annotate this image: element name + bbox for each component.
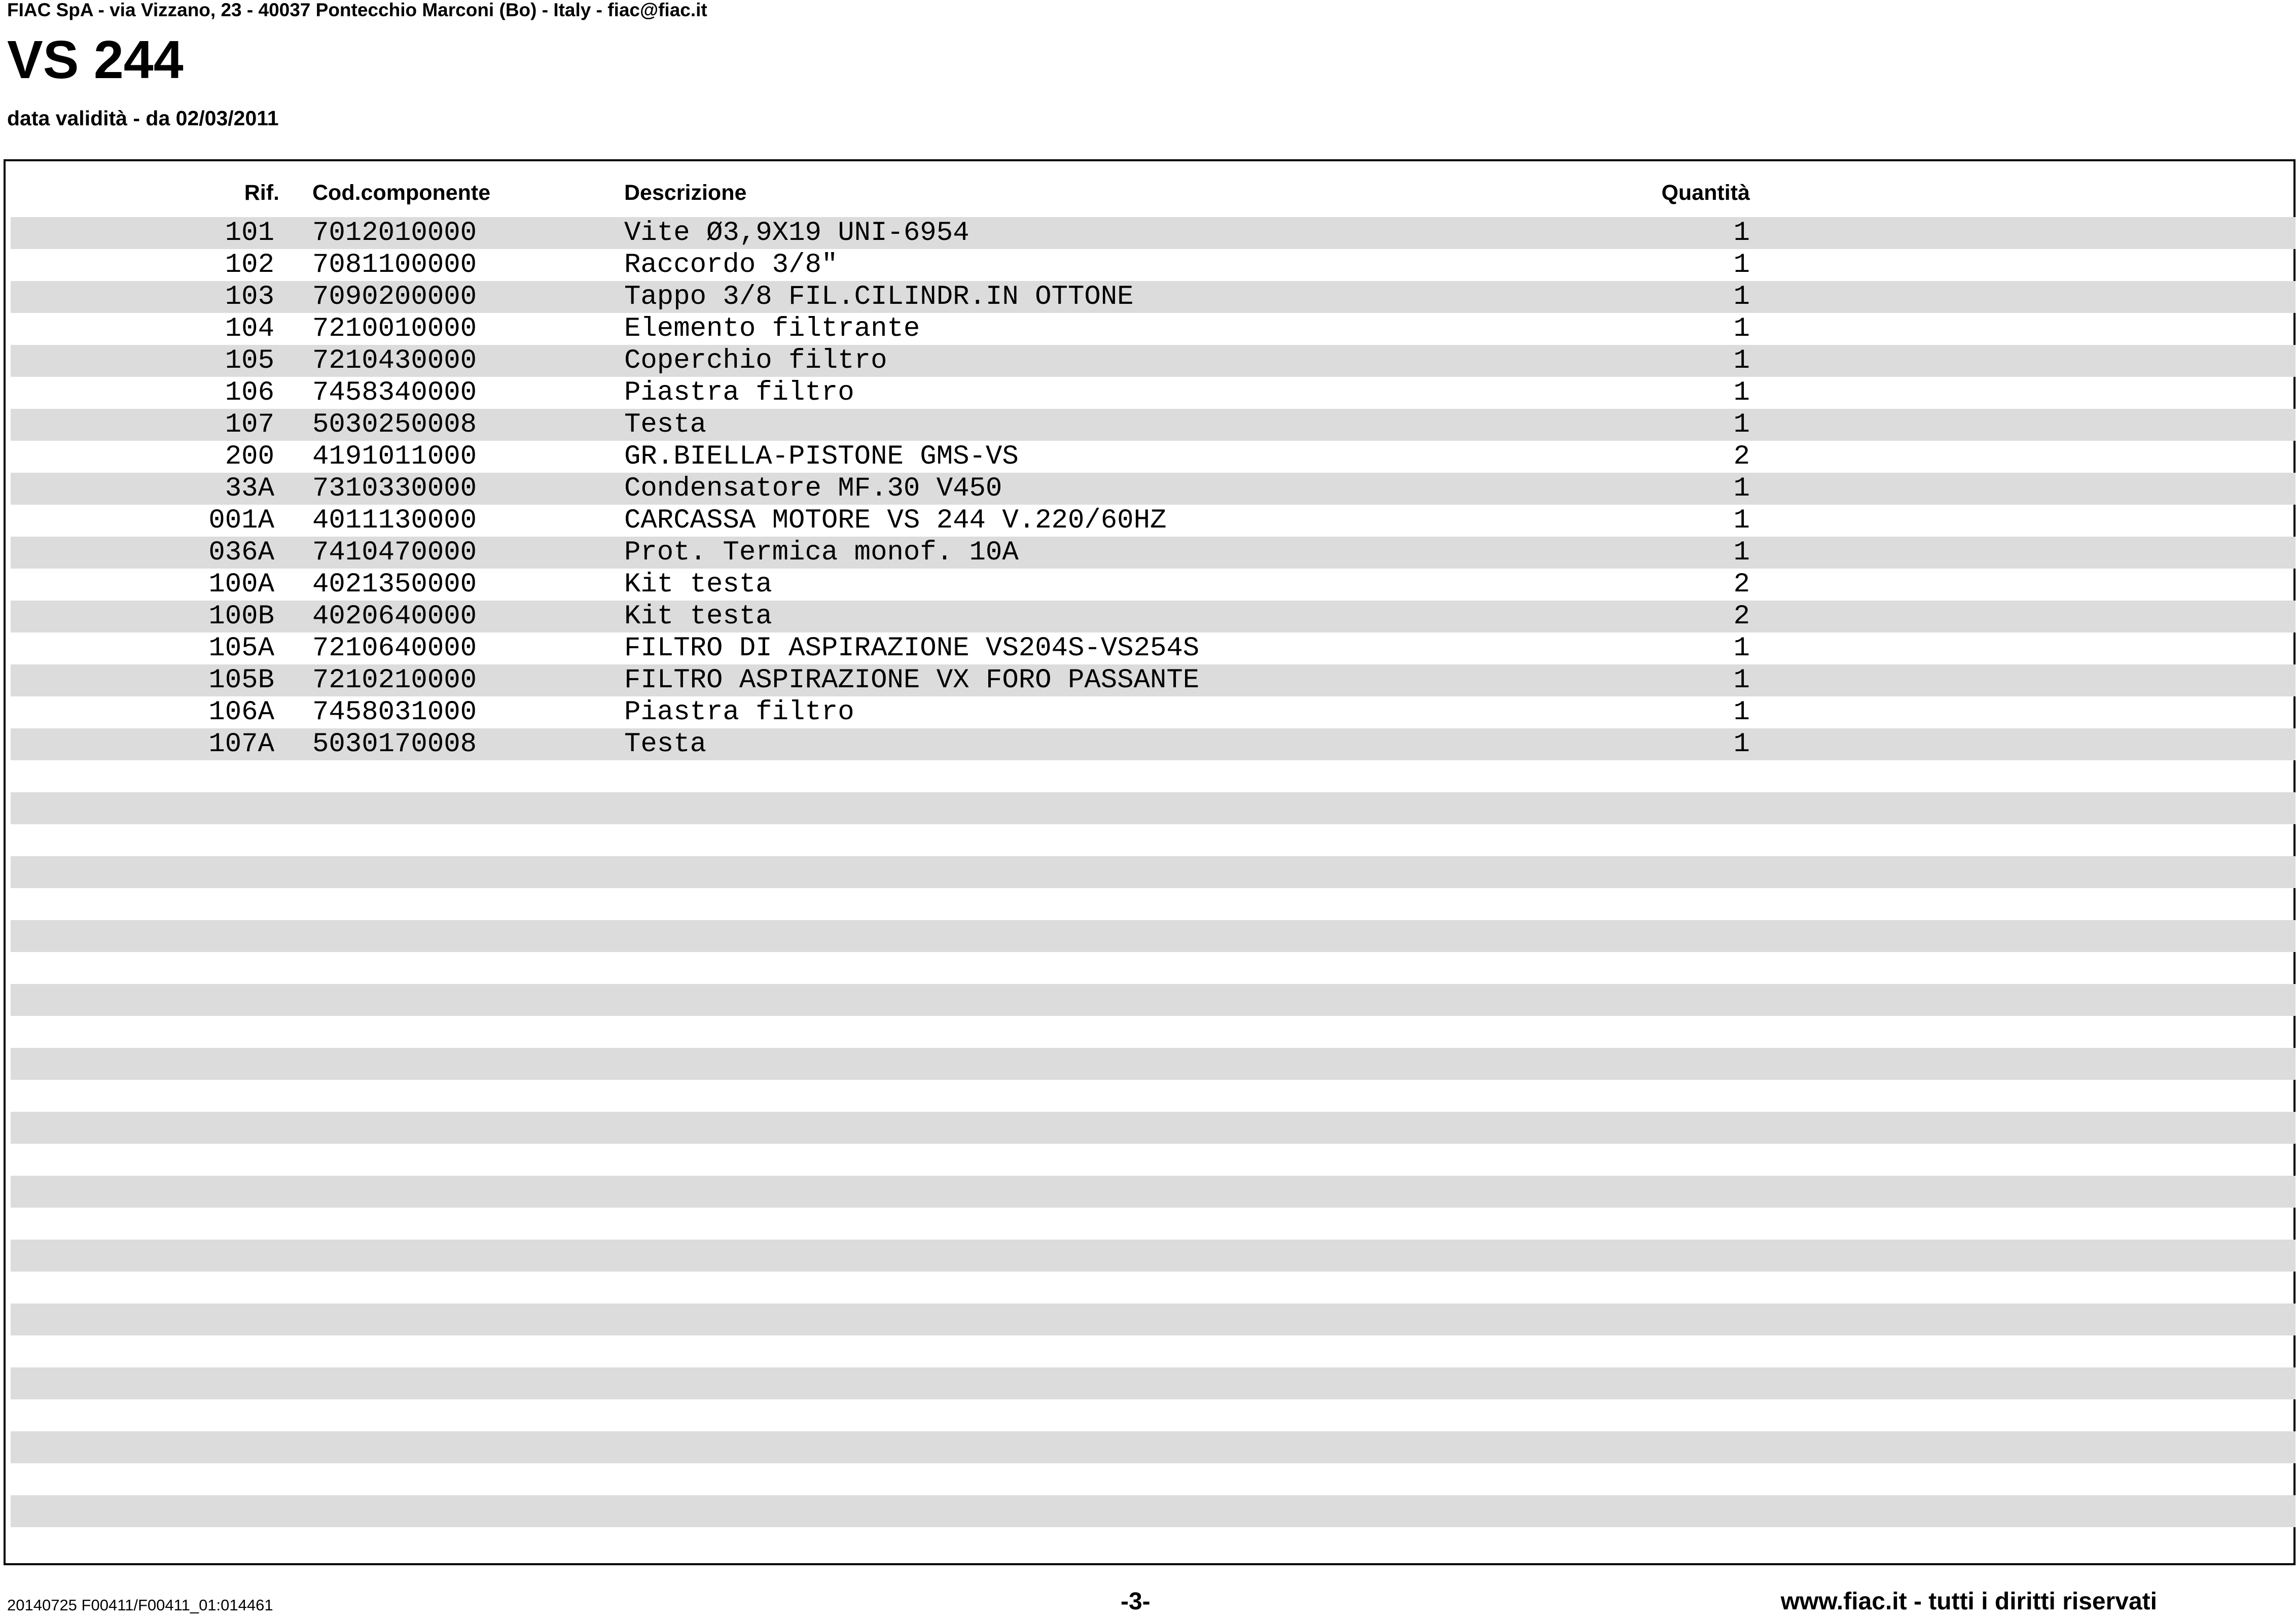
cell-cod: 7458031000	[312, 697, 477, 728]
cell-rif: 100A	[208, 569, 274, 600]
page-number: -3-	[1121, 1588, 1151, 1615]
table-row	[11, 409, 2295, 441]
table-row	[11, 249, 2295, 281]
cell-desc: FILTRO ASPIRAZIONE VX FORO PASSANTE	[624, 665, 1200, 696]
empty-table-row	[11, 952, 2295, 984]
table-row	[11, 632, 2295, 664]
cell-desc: Testa	[624, 409, 707, 440]
cell-desc: FILTRO DI ASPIRAZIONE VS204S-VS254S	[624, 633, 1200, 664]
empty-table-row	[11, 1431, 2295, 1463]
cell-qty: 2	[1733, 601, 1750, 632]
empty-table-row	[11, 1527, 2295, 1559]
cell-qty: 2	[1733, 569, 1750, 600]
empty-table-row	[11, 1240, 2295, 1272]
cell-cod: 7458340000	[312, 377, 477, 408]
cell-qty: 1	[1733, 281, 1750, 312]
cell-qty: 2	[1733, 441, 1750, 472]
cell-desc: Testa	[624, 729, 707, 760]
empty-table-row	[11, 1048, 2295, 1080]
table-row	[11, 696, 2295, 728]
table-row	[11, 473, 2295, 505]
cell-rif: 33A	[225, 473, 274, 504]
empty-table-row	[11, 1080, 2295, 1112]
empty-table-row	[11, 824, 2295, 856]
cell-qty: 1	[1733, 377, 1750, 408]
empty-table-row	[11, 856, 2295, 888]
empty-table-row	[11, 1272, 2295, 1304]
column-header-desc: Descrizione	[624, 181, 747, 205]
cell-cod: 7210210000	[312, 665, 477, 696]
website-copyright: www.fiac.it - tutti i diritti riservati	[1780, 1588, 2157, 1615]
cell-desc: Raccordo 3/8"	[624, 250, 838, 280]
cell-cod: 4021350000	[312, 569, 477, 600]
empty-table-row	[11, 1016, 2295, 1048]
cell-rif: 200	[225, 441, 274, 472]
column-header-cod: Cod.componente	[312, 181, 491, 205]
parts-table	[4, 159, 2295, 1565]
cell-cod: 7310330000	[312, 473, 477, 504]
cell-desc: Vite Ø3,9X19 UNI-6954	[624, 218, 970, 249]
cell-qty: 1	[1733, 537, 1750, 568]
cell-cod: 4191011000	[312, 441, 477, 472]
empty-table-row	[11, 792, 2295, 824]
table-row	[11, 377, 2295, 409]
cell-cod: 7210010000	[312, 313, 477, 344]
document-code: 20140725 F00411/F00411_01:014461	[7, 1596, 273, 1614]
column-header-rif: Rif.	[244, 181, 279, 205]
cell-cod: 5030250008	[312, 409, 477, 440]
cell-qty: 1	[1733, 633, 1750, 664]
cell-cod: 7410470000	[312, 537, 477, 568]
cell-qty: 1	[1733, 505, 1750, 536]
empty-table-row	[11, 1144, 2295, 1176]
table-row	[11, 505, 2295, 537]
page-title: VS 244	[7, 30, 184, 90]
cell-rif: 105A	[208, 633, 274, 664]
cell-rif: 102	[225, 250, 274, 280]
empty-table-row	[11, 984, 2295, 1016]
cell-desc: GR.BIELLA-PISTONE GMS-VS	[624, 441, 1019, 472]
table-row	[11, 217, 2295, 249]
cell-cod: 7210430000	[312, 345, 477, 376]
cell-cod: 4011130000	[312, 505, 477, 536]
table-body	[11, 217, 2295, 1559]
cell-qty: 1	[1733, 473, 1750, 504]
cell-cod: 7081100000	[312, 250, 477, 280]
empty-table-row	[11, 1463, 2295, 1495]
cell-qty: 1	[1733, 729, 1750, 760]
empty-table-row	[11, 1495, 2295, 1527]
table-row	[11, 441, 2295, 473]
cell-qty: 1	[1733, 250, 1750, 280]
cell-qty: 1	[1733, 218, 1750, 249]
column-header-qty: Quantità	[1661, 181, 1750, 205]
table-row	[11, 537, 2295, 569]
cell-rif: 105B	[208, 665, 274, 696]
empty-table-row	[11, 920, 2295, 952]
cell-rif: 106A	[208, 697, 274, 728]
cell-cod: 5030170008	[312, 729, 477, 760]
cell-desc: Elemento filtrante	[624, 313, 920, 344]
cell-rif: 100B	[208, 601, 274, 632]
table-row	[11, 313, 2295, 345]
cell-desc: Tappo 3/8 FIL.CILINDR.IN OTTONE	[624, 281, 1134, 312]
cell-rif: 103	[225, 281, 274, 312]
cell-cod: 4020640000	[312, 601, 477, 632]
company-info: FIAC SpA - via Vizzano, 23 - 40037 Pontecchio Marconi (Bo) - Italy - fiac@fiac.it	[7, 0, 707, 20]
cell-desc: Prot. Termica monof. 10A	[624, 537, 1019, 568]
table-row	[11, 601, 2295, 632]
cell-rif: 107	[225, 409, 274, 440]
empty-table-row	[11, 1208, 2295, 1240]
cell-rif: 001A	[208, 505, 274, 536]
empty-table-row	[11, 1367, 2295, 1399]
cell-desc: Piastra filtro	[624, 377, 854, 408]
table-row	[11, 281, 2295, 313]
empty-table-row	[11, 1335, 2295, 1367]
empty-table-row	[11, 1399, 2295, 1431]
empty-table-row	[11, 1304, 2295, 1335]
cell-cod: 7210640000	[312, 633, 477, 664]
table-row	[11, 664, 2295, 696]
cell-rif: 107A	[208, 729, 274, 760]
cell-cod: 7012010000	[312, 218, 477, 249]
cell-desc: Kit testa	[624, 601, 772, 632]
cell-qty: 1	[1733, 409, 1750, 440]
cell-rif: 101	[225, 218, 274, 249]
cell-cod: 7090200000	[312, 281, 477, 312]
cell-qty: 1	[1733, 313, 1750, 344]
table-row	[11, 345, 2295, 377]
cell-desc: Condensatore MF.30 V450	[624, 473, 1002, 504]
cell-desc: Piastra filtro	[624, 697, 854, 728]
cell-qty: 1	[1733, 345, 1750, 376]
cell-rif: 104	[225, 313, 274, 344]
validity-date: data validità - da 02/03/2011	[7, 107, 279, 130]
cell-desc: CARCASSA MOTORE VS 244 V.220/60HZ	[624, 505, 1167, 536]
empty-table-row	[11, 760, 2295, 792]
cell-qty: 1	[1733, 665, 1750, 696]
empty-table-row	[11, 888, 2295, 920]
cell-rif: 105	[225, 345, 274, 376]
empty-table-row	[11, 1176, 2295, 1208]
table-row	[11, 569, 2295, 601]
cell-rif: 036A	[208, 537, 274, 568]
cell-rif: 106	[225, 377, 274, 408]
cell-desc: Kit testa	[624, 569, 772, 600]
table-row	[11, 728, 2295, 760]
cell-desc: Coperchio filtro	[624, 345, 887, 376]
cell-qty: 1	[1733, 697, 1750, 728]
empty-table-row	[11, 1112, 2295, 1144]
